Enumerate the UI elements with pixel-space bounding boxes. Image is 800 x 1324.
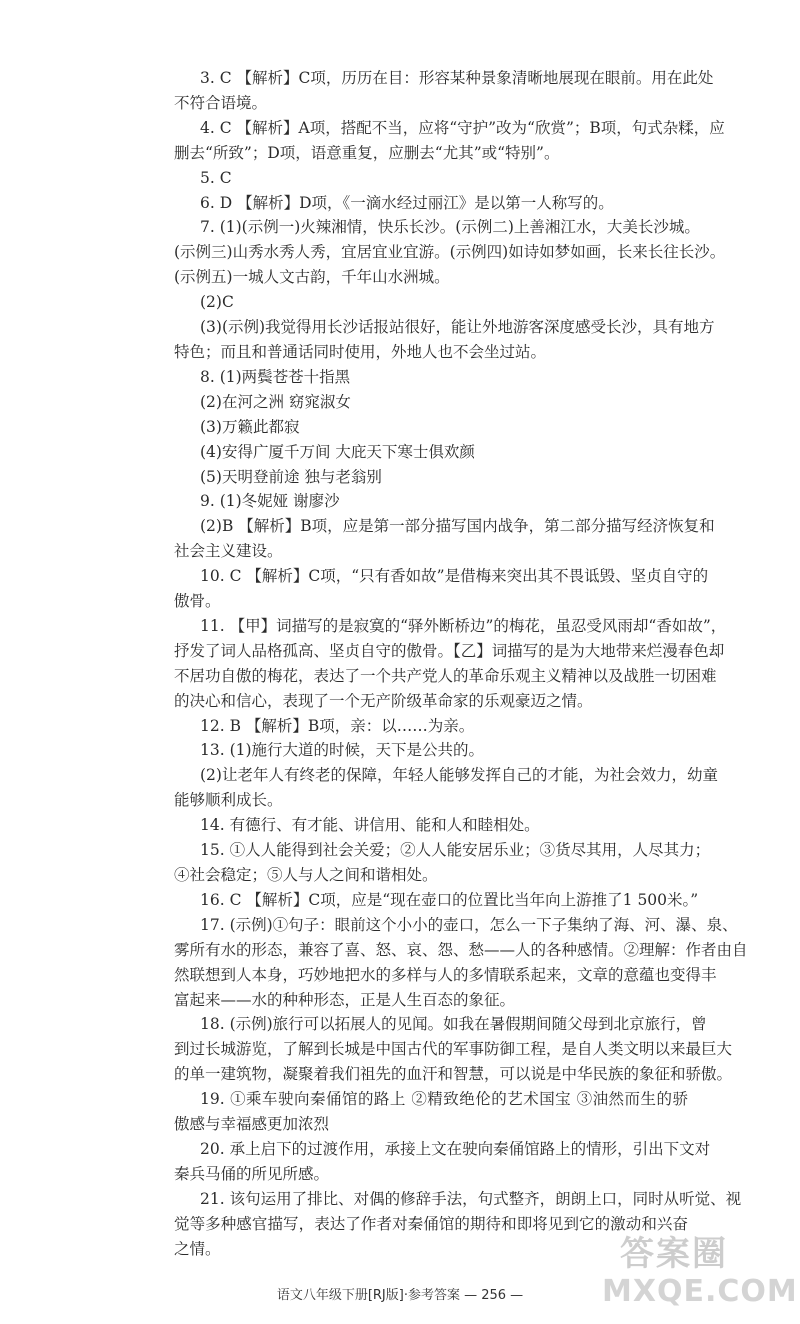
answer-line: 傲骨。 [174,592,221,611]
answer-first-line: (2)在河之洲 窈窕淑女 [200,392,351,411]
answer-item [0,714,800,739]
answer-first-line: 12. B 【解析】B项，亲：以……为亲。 [200,716,475,735]
answer-line: (示例五)一城人文古韵，千年山水洲城。 [174,268,450,287]
answer-line: 雾所有水的形态，兼容了喜、怒、哀、怨、愁——人的各种感情。②理解：作者由自 [174,940,748,959]
watermark-domain: MXQE.COM [602,1274,798,1309]
answer-item [0,614,800,714]
answer-first-line: (5)天明登前途 独与老翁别 [200,467,382,486]
answer-item [0,365,800,390]
answer-first-line: 6. D 【解析】D项，《一滴水经过丽江》是以第一人称写的。 [200,193,614,212]
answer-item [0,564,800,614]
answer-item [0,390,800,415]
answer-line: 的决心和信心，表现了一个无产阶级革命家的乐观豪迈之情。 [174,691,593,710]
answer-first-line: 14. 有德行、有才能、讲信用、能和人和睦相处。 [200,816,540,835]
answer-line: 秦兵马俑的所见所感。 [174,1164,330,1183]
answer-first-line: 5. C [200,168,232,187]
answer-line: 的单一建筑物，凝聚着我们祖先的血汗和智慧，可以说是中华民族的象征和骄傲。 [174,1065,733,1084]
answer-first-line: 13. (1)施行大道的时候，天下是公共的。 [200,741,485,760]
answer-item [0,888,800,913]
answer-first-line: 20. 承上启下的过渡作用，承接上文在驶向秦俑馆路上的情形，引出下文对 [200,1139,711,1158]
answer-item [0,913,800,1013]
answer-first-line: 21. 该句运用了排比、对偶的修辞手法，句式整齐，朗朗上口，同时从听觉、视 [200,1189,742,1208]
answer-line: 富起来——水的种种形态，正是人生百态的象征。 [174,990,516,1009]
answer-item [0,1087,800,1137]
answer-first-line: 16. C 【解析】C项，应是“现在壶口的位置比当年向上游推了1 500米。” [200,890,699,909]
answer-first-line: (2)让老年人有终老的保障，年轻人能够发挥自己的才能，为社会效力，幼童 [200,766,718,785]
answer-item [0,489,800,514]
answer-first-line: (4)安得广厦千万间 大庇天下寒士俱欢颜 [200,442,475,461]
answer-item [0,116,800,166]
answer-line: 特色；而且和普通话同时使用，外地人也不会坐过站。 [174,342,547,361]
answer-first-line: 19. ①乘车驶向秦俑馆的路上 ②精致绝伦的艺术国宝 ③油然而生的骄 [200,1090,688,1109]
answer-item [0,215,800,290]
answer-item [0,290,800,315]
answer-item [0,166,800,191]
answer-item [0,465,800,490]
answer-line: 删去“所致”；D项，语意重复，应删去“尤其”或“特别”。 [174,143,560,162]
answer-item [0,315,800,365]
answer-first-line: 3. C 【解析】C项，历历在目：形容某种景象清晰地展现在眼前。用在此处 [200,69,714,87]
answer-item [0,738,800,763]
answer-first-line: (2)B 【解析】B项，应是第一部分描写国内战争，第二部分描写经济恢复和 [200,517,715,536]
answer-first-line: 8. (1)两鬓苍苍十指黑 [200,367,351,386]
answer-line: 能够顺利成长。 [174,791,283,810]
answer-line: 傲感与幸福感更加浓烈 [174,1115,330,1134]
answer-item [0,763,800,813]
answer-line: 社会主义建设。 [174,542,283,561]
answer-first-line: 15. ①人人能得到社会关爱；②人人能安居乐业；③货尽其用，人尽其力； [200,841,711,860]
answer-item [0,813,800,838]
answer-item [0,1012,800,1087]
page-footer: 语文八年级下册[RJ版]·参考答案 — 256 — [276,1288,524,1303]
answer-first-line: 18. (示例)旅行可以拓展人的见闻。如我在暑假期间随父母到北京旅行，曾 [200,1015,707,1034]
answer-first-line: 11. 【甲】词描写的是寂寞的“驿外断桥边”的梅花，虽忍受风雨却“香如故”， [200,616,727,635]
answer-list [0,66,800,1262]
answer-item [0,66,800,116]
answer-line: 不居功自傲的梅花，表达了一个共产党人的革命乐观主义精神以及战胜一切困难 [174,666,717,685]
answer-line: 抒发了词人品格孤高、坚贞自守的傲骨。【乙】词描写的是为大地带来烂漫春色却 [174,641,725,660]
answer-line: 觉等多种感官描写，表达了作者对秦俑馆的期待和即将见到它的激动和兴奋 [174,1214,688,1233]
answer-first-line: 9. (1)冬妮娅 谢廖沙 [200,492,340,511]
answer-line: ④社会稳定；⑤人与人之间和谐相处。 [174,866,438,884]
answer-first-line: 10. C 【解析】C项，“只有香如故”是借梅来突出其不畏诋毁、坚贞自守的 [200,567,709,586]
answer-item [0,415,800,440]
site-watermark [602,1226,798,1318]
answer-first-line: 17. (示例)①句子：眼前这个小小的壶口，怎么一下子集纳了海、河、瀑、泉、 [200,915,738,934]
answer-first-line: 4. C 【解析】A项，搭配不当，应将“守护”改为“欣赏”；B项，句式杂糅，应 [200,118,725,137]
answer-line: 到过长城游览，了解到长城是中国古代的军事防御工程，是自人类文明以来最巨大 [174,1040,733,1059]
answer-item [0,838,800,888]
answer-line: (示例三)山秀水秀人秀，宜居宜业宜游。(示例四)如诗如梦如画，长来长往长沙。 [174,243,726,262]
answer-line: 不符合语境。 [174,93,268,112]
answer-item [0,514,800,564]
answer-first-line: 7. (1)(示例一)火辣湘情，快乐长沙。(示例二)上善湘江水，大美长沙城。 [200,218,700,237]
answer-item [0,191,800,216]
watermark-logo-text: 答案圈 [620,1234,728,1274]
answer-first-line: (2)C [200,293,234,312]
answer-item [0,1137,800,1187]
answer-line: 然联想到人本身，巧妙地把水的多样与人的多情联系起来，文章的意蕴也变得丰 [174,965,717,984]
answer-first-line: (3)万籁此都寂 [200,417,300,436]
answer-line: 之情。 [174,1239,221,1258]
answer-item [0,440,800,465]
answer-first-line: (3)(示例)我觉得用长沙话报站很好，能让外地游客深度感受长沙，具有地方 [200,318,715,337]
